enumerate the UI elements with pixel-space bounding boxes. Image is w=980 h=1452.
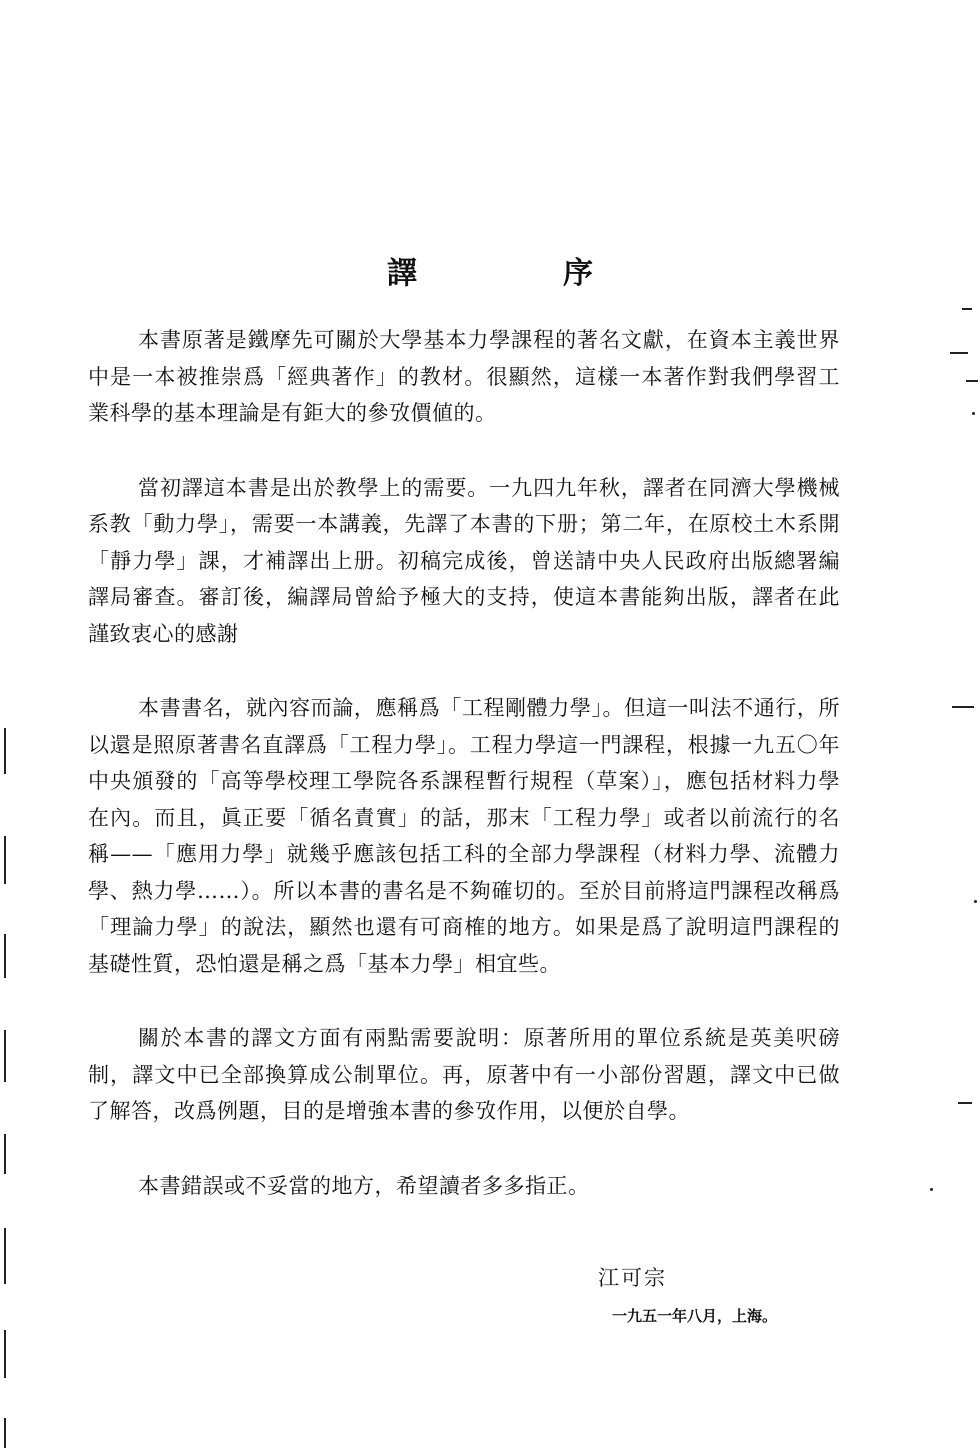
scan-artifact-right-5 [958, 1102, 972, 1104]
scan-artifact-dot-1 [972, 412, 975, 415]
scan-artifact-dot-2 [974, 900, 977, 903]
scan-artifact-left-7 [4, 1330, 6, 1378]
paragraph-3: 本書書名，就內容而論，應稱爲「工程剛體力學」。但這一叫法不通行，所以還是照原著書名直譯爲「工程力學」。工程力學這一門課程，根據一九五〇年中央頒發的「高等學校理工學院各系課程暫行規程（草案）」，應包括材料力學在內。而且，眞正要「循名責實」的話，那末「工程力學」或者以前流行的名稱——「應用力學」就幾乎應該包括工科的全部力學課程（材料力學、流體力學、熱力學……）。所以本書的書名是不夠確切的。至於目前將這門課程改稱爲「理論力學」的說法，顯然也還有可商榷的地方。如果是爲了說明這門課程的基礎性質，恐怕還是稱之爲「基本力學」相宜些。 [88, 696, 840, 976]
scan-artifact-left-5 [4, 1134, 6, 1174]
scan-artifact-right-2 [950, 352, 968, 354]
paragraph-4: 關於本書的譯文方面有兩點需要說明：原著所用的單位系統是英美呎磅制，譯文中已全部換算成公制單位。再，原著中有一小部份習題，譯文中已做了解答，改爲例題，目的是增強本書的參攷作用，以便於自學。 [88, 1026, 840, 1123]
paragraph-1: 本書原著是鐵摩先可關於大學基本力學課程的著名文獻，在資本主義世界中是一本被推崇爲「經典著作」的教材。很顯然，這樣一本著作對我們學習工業科學的基本理論是有鉅大的參攷價値的。 [88, 328, 840, 425]
scan-artifact-left-8 [4, 1418, 6, 1448]
scan-artifact-left-6 [4, 1228, 6, 1284]
scan-artifact-left-3 [4, 934, 6, 978]
scan-artifact-right-3 [966, 380, 978, 382]
scan-artifact-dot-3 [930, 1188, 933, 1191]
signature-date: 一九五一年八月，上海。 [612, 1307, 778, 1325]
scan-artifact-left-2 [4, 836, 6, 884]
scan-artifact-right-4 [952, 706, 974, 708]
translator-signature: 江可宗 [598, 1266, 667, 1290]
scan-artifact-right-1 [962, 308, 972, 310]
scan-artifact-left-4 [4, 1030, 6, 1082]
paragraph-2: 當初譯這本書是出於教學上的需要。一九四九年秋，譯者在同濟大學機械系教「動力學」，需要一本講義，先譯了本書的下册；第二年，在原校土木系開「靜力學」課，才補譯出上册。初稿完成後，曾送請中央人民政府出版總署編譯局審查。審訂後，編譯局曾給予極大的支持，使這本書能夠出版，譯者在此謹致衷心的感謝 [88, 475, 840, 646]
page-title: 譯 序 [387, 256, 651, 291]
paragraph-5: 本書錯誤或不妥當的地方，希望讀者多多指正。 [138, 1173, 590, 1198]
scan-artifact-left-1 [4, 728, 6, 774]
preface-body [88, 322, 840, 1240]
